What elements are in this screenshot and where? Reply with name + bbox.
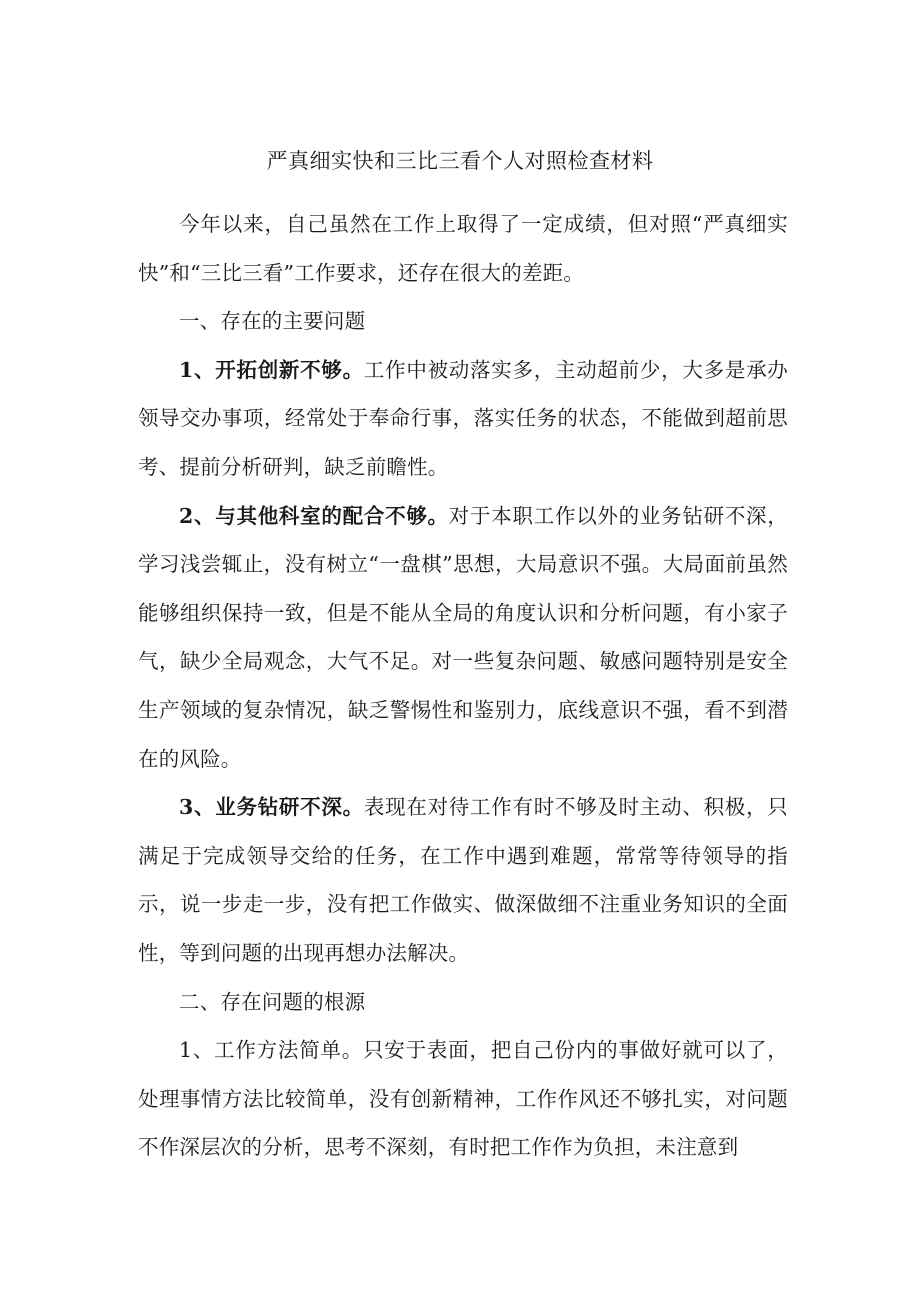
section-heading-problems: 一、存在的主要问题 — [179, 309, 366, 334]
intro-paragraph: 今年以来，自己虽然在工作上取得了一定成绩，但对照“严真细实快”和“三比三看”工作要求，还存在很大的差距。 — [138, 212, 788, 285]
document-body — [138, 200, 788, 1172]
problem-item-2 — [138, 492, 788, 784]
problem-item-1-lead: 1、开拓创新不够。 — [179, 357, 364, 382]
problem-item-3-lead: 3、业务钻研不深。 — [179, 795, 364, 820]
root-cause-item-1: 1、工作方法简单。只安于表面，把自己份内的事做好就可以了，处理事情方法比较简单，没有创新精神，工作作风还不够扎实，对问题不作深层次的分析，思考不深刻，有时把工作作为负担，未注意到 — [138, 1038, 788, 1160]
problem-item-2-lead: 2、与其他科室的配合不够。 — [179, 503, 449, 528]
page-title: 严真细实快和三比三看个人对照检查材料 — [266, 149, 654, 173]
problem-item-2-text: 对于本职工作以外的业务钻研不深，学习浅尝辄止，没有树立“一盘棋”思想，大局意识不强。大局面前虽然能够组织保持一致，但是不能从全局的角度认识和分析问题，有小家子气，缺少全局观念，大气不足。对一些复杂问题、敏感问题特别是安全生产领域的复杂情况，缺乏警惕性和鉴别力，底线意识不强，看不到潜在的风险。 — [138, 503, 788, 771]
problem-item-3 — [138, 783, 788, 977]
problem-item-1-text: 工作中被动落实多，主动超前少，大多是承办领导交办事项，经常处于奉命行事，落实任务的状态，不能做到超前思考、提前分析研判，缺乏前瞻性。 — [138, 357, 788, 479]
problem-item-1 — [138, 346, 788, 492]
problem-item-3-text: 表现在对待工作有时不够及时主动、积极，只满足于完成领导交给的任务，在工作中遇到难题，常常等待领导的指示，说一步走一步，没有把工作做实、做深做细不注重业务知识的全面性，等到问题的出现再想办法解决。 — [138, 795, 788, 965]
section-heading-root-causes: 二、存在问题的根源 — [179, 989, 366, 1014]
